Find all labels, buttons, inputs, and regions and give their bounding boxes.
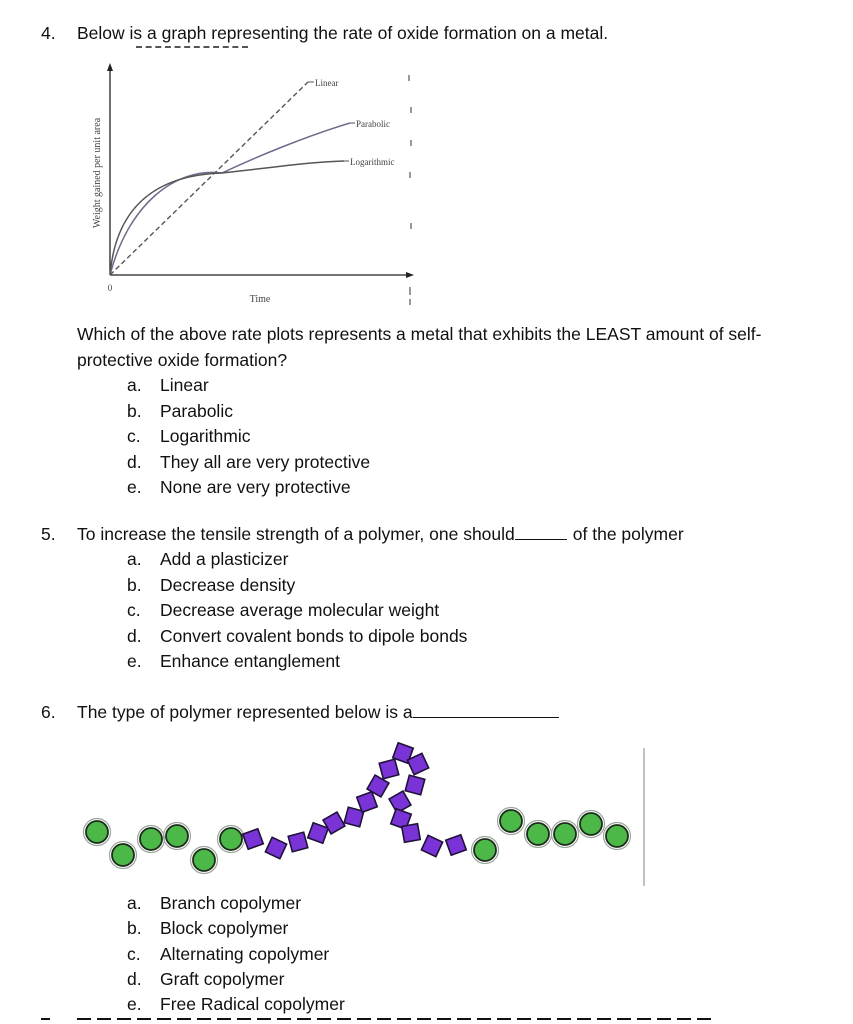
question-4-prompt-line1: Which of the above rate plots represents a metal that exhibits the LEAST amount of self- [77,324,762,344]
monomer-circle [527,823,549,845]
q6-option-b[interactable]: b. Block copolymer [127,918,289,938]
monomer-square [308,823,329,844]
monomer-square [446,835,467,856]
q4-option-e[interactable]: e. None are very protective [127,477,351,497]
x-axis-arrow-icon [406,272,414,278]
oxide-rate-graph [80,55,425,315]
monomer-square [421,835,442,856]
monomer-square [265,837,286,858]
q5-option-b[interactable]: b. Decrease density [127,575,296,595]
question-5-number: 5. [41,524,56,544]
right-guide-marks [409,75,411,305]
q6-option-c[interactable]: c. Alternating copolymer [127,944,330,964]
monomer-square [243,829,264,850]
monomer-circle [140,828,162,850]
curve-label-parabolic: Parabolic [356,119,390,129]
spellcheck-underline [136,46,248,48]
monomer-circle [500,810,522,832]
monomer-circle [220,828,242,850]
question-6-text: The type of polymer represented below is a [77,702,559,723]
monomer-circle [112,844,134,866]
q4-option-a[interactable]: a. Linear [127,375,209,395]
monomer-square [379,759,399,779]
q6-option-a[interactable]: a. Branch copolymer [127,893,302,913]
monomer-circle [606,825,628,847]
monomer-circle [193,849,215,871]
curve-label-logarithmic: Logarithmic [350,157,395,167]
linear-curve [110,82,308,275]
next-question-cutoff [41,1018,721,1024]
x-axis-label: Time [249,294,271,305]
monomer-circle [554,823,576,845]
curve-label-linear: Linear [315,78,339,88]
q4-option-b[interactable]: b. Parabolic [127,401,233,421]
answer-blank[interactable] [515,524,567,540]
q4-option-c[interactable]: c. Logarithmic [127,426,251,446]
monomer-square [405,775,425,795]
question-6-number: 6. [41,702,56,722]
question-4-title: Below is a graph representing the rate of oxide formation on a metal. [77,23,609,43]
q5-option-d[interactable]: d. Convert covalent bonds to dipole bonds [127,626,468,646]
monomer-circle [474,839,496,861]
question-4-number: 4. [41,23,56,43]
origin-label: 0 [107,283,113,293]
q6-option-d[interactable]: d. Graft copolymer [127,969,285,989]
monomer-circle [166,825,188,847]
monomer-square [288,832,308,852]
parabolic-curve [110,123,350,275]
monomer-square [402,824,421,843]
question-4-prompt-line2: protective oxide formation? [77,350,288,370]
q4-option-d[interactable]: d. They all are very protective [127,452,371,472]
y-axis-arrow-icon [107,63,113,71]
monomer-circle [580,813,602,835]
y-axis-label: Weight gained per unit area [92,117,103,229]
logarithmic-curve [110,161,344,275]
polymer-chain-diagram [78,740,653,890]
q5-option-c[interactable]: c. Decrease average molecular weight [127,600,440,620]
monomer-circle [86,821,108,843]
q6-option-e[interactable]: e. Free Radical copolymer [127,994,345,1014]
q5-option-e[interactable]: e. Enhance entanglement [127,651,340,671]
q5-option-a[interactable]: a. Add a plasticizer [127,549,289,569]
question-5-text: To increase the tensile strength of a polymer, one should of the polymer [77,524,684,544]
monomer-square [357,792,378,813]
answer-blank[interactable] [413,702,559,718]
